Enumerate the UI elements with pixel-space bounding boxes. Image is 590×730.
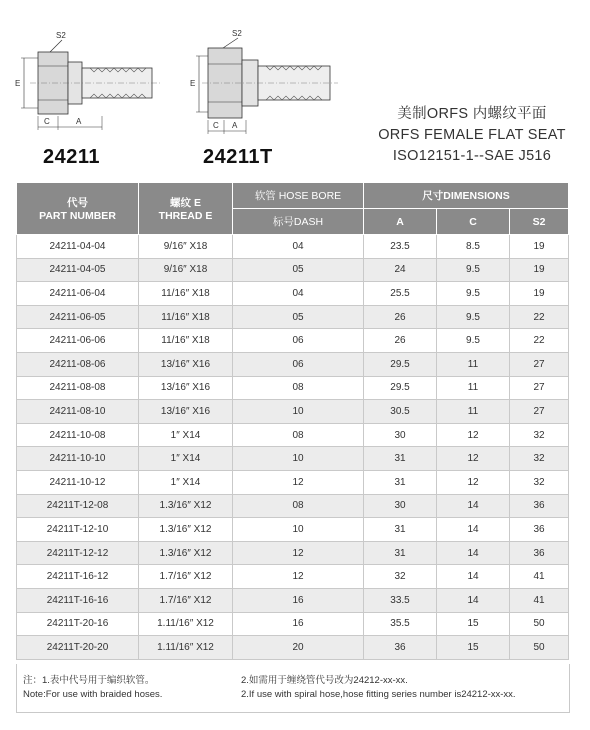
- cell-thread: 1.3/16″ X12: [139, 494, 233, 518]
- cell-a: 31: [364, 518, 437, 542]
- cell-c: 11: [437, 376, 510, 400]
- cell-part: 24211T-16-16: [17, 588, 139, 612]
- cell-dash: 08: [233, 494, 364, 518]
- cell-dash: 20: [233, 636, 364, 660]
- cell-dash: 16: [233, 612, 364, 636]
- cell-a: 26: [364, 329, 437, 353]
- cell-part: 24211-06-05: [17, 305, 139, 329]
- cell-dash: 16: [233, 588, 364, 612]
- cell-part: 24211-06-06: [17, 329, 139, 353]
- note-2-cn: 2.如需用于缠绕管代号改为24212-xx-xx.: [241, 675, 408, 686]
- header-c: C: [437, 209, 510, 235]
- cell-c: 12: [437, 423, 510, 447]
- title-en: ORFS FEMALE FLAT SEAT: [378, 127, 566, 143]
- cell-part: 24211T-12-08: [17, 494, 139, 518]
- spec-table: [16, 182, 569, 660]
- cell-s2: 36: [510, 518, 569, 542]
- cell-part: 24211-10-08: [17, 423, 139, 447]
- table-row: [17, 518, 569, 542]
- header-hose-bore: 软管 HOSE BORE: [233, 183, 364, 209]
- cell-s2: 36: [510, 494, 569, 518]
- cell-part: 24211T-12-10: [17, 518, 139, 542]
- cell-thread: 9/16″ X18: [139, 235, 233, 259]
- cell-part: 24211-04-05: [17, 258, 139, 282]
- cell-part: 24211-04-04: [17, 235, 139, 259]
- table-row: [17, 305, 569, 329]
- table-row: [17, 376, 569, 400]
- table-row: [17, 258, 569, 282]
- cell-thread: 13/16″ X16: [139, 400, 233, 424]
- cell-a: 24: [364, 258, 437, 282]
- cell-dash: 05: [233, 305, 364, 329]
- cell-thread: 11/16″ X18: [139, 329, 233, 353]
- cell-s2: 50: [510, 612, 569, 636]
- cell-thread: 1″ X14: [139, 447, 233, 471]
- cell-s2: 27: [510, 376, 569, 400]
- header-part-number-cn: 代号: [67, 197, 88, 209]
- table-row: [17, 282, 569, 306]
- cell-thread: 1.3/16″ X12: [139, 518, 233, 542]
- notes-box: [16, 664, 570, 713]
- spec-table-body: [17, 235, 569, 660]
- cell-dash: 05: [233, 258, 364, 282]
- cell-a: 23.5: [364, 235, 437, 259]
- cell-part: 24211-08-06: [17, 352, 139, 376]
- cell-dash: 10: [233, 400, 364, 424]
- label-e: E: [190, 79, 196, 88]
- table-row: [17, 636, 569, 660]
- cell-c: 12: [437, 447, 510, 471]
- cell-part: 24211T-20-20: [17, 636, 139, 660]
- label-e: E: [15, 79, 21, 88]
- header-dash: 标号DASH: [233, 209, 364, 235]
- cell-dash: 12: [233, 565, 364, 589]
- table-row: [17, 352, 569, 376]
- cell-s2: 41: [510, 565, 569, 589]
- cell-s2: 41: [510, 588, 569, 612]
- cell-dash: 12: [233, 470, 364, 494]
- note-2-en: 2.If use with spiral hose,hose fitting series number is24212-xx-xx.: [241, 689, 516, 700]
- table-row: [17, 494, 569, 518]
- cell-a: 29.5: [364, 376, 437, 400]
- cell-a: 30: [364, 494, 437, 518]
- cell-thread: 11/16″ X18: [139, 282, 233, 306]
- table-row: [17, 541, 569, 565]
- cell-dash: 06: [233, 352, 364, 376]
- cell-a: 30.5: [364, 400, 437, 424]
- label-c: C: [44, 117, 50, 126]
- cell-a: 26: [364, 305, 437, 329]
- cell-c: 14: [437, 541, 510, 565]
- header-part-number: [17, 183, 139, 235]
- cell-dash: 08: [233, 423, 364, 447]
- note-1-en: Note:For use with braided hoses.: [23, 689, 163, 700]
- header-dimensions: 尺寸DIMENSIONS: [364, 183, 569, 209]
- cell-c: 14: [437, 565, 510, 589]
- label-s2: S2: [56, 31, 66, 40]
- cell-a: 30: [364, 423, 437, 447]
- table-row: [17, 470, 569, 494]
- cell-a: 36: [364, 636, 437, 660]
- cell-a: 31: [364, 541, 437, 565]
- cell-dash: 10: [233, 518, 364, 542]
- cell-a: 33.5: [364, 588, 437, 612]
- cell-c: 14: [437, 588, 510, 612]
- table-row: [17, 400, 569, 424]
- cell-thread: 9/16″ X18: [139, 258, 233, 282]
- cell-part: 24211T-20-16: [17, 612, 139, 636]
- cell-c: 14: [437, 518, 510, 542]
- cell-part: 24211-10-12: [17, 470, 139, 494]
- cell-thread: 1.7/16″ X12: [139, 565, 233, 589]
- header-thread-en: THREAD E: [158, 210, 213, 222]
- cell-thread: 1.7/16″ X12: [139, 588, 233, 612]
- cell-c: 9.5: [437, 282, 510, 306]
- cell-dash: 04: [233, 282, 364, 306]
- cell-s2: 32: [510, 447, 569, 471]
- cell-part: 24211-06-04: [17, 282, 139, 306]
- model-number-24211T: 24211T: [203, 146, 273, 168]
- cell-s2: 36: [510, 541, 569, 565]
- cell-thread: 13/16″ X16: [139, 352, 233, 376]
- cell-dash: 06: [233, 329, 364, 353]
- table-row: [17, 235, 569, 259]
- table-row: [17, 423, 569, 447]
- cell-s2: 32: [510, 470, 569, 494]
- cell-part: 24211-10-10: [17, 447, 139, 471]
- title-standard: ISO12151-1--SAE J516: [392, 148, 552, 164]
- cell-c: 15: [437, 636, 510, 660]
- cell-a: 31: [364, 470, 437, 494]
- cell-c: 8.5: [437, 235, 510, 259]
- header-thread: [139, 183, 233, 235]
- label-s2: S2: [232, 29, 242, 38]
- cell-s2: 19: [510, 282, 569, 306]
- cell-dash: 08: [233, 376, 364, 400]
- table-row: [17, 565, 569, 589]
- header-a: A: [364, 209, 437, 235]
- cell-c: 9.5: [437, 258, 510, 282]
- cell-thread: 1.11/16″ X12: [139, 612, 233, 636]
- table-row: [17, 447, 569, 471]
- cell-c: 11: [437, 400, 510, 424]
- fitting-drawing-24211: [10, 28, 180, 138]
- header-part-number-en: PART NUMBER: [39, 210, 116, 222]
- label-a: A: [76, 117, 82, 126]
- cell-dash: 04: [233, 235, 364, 259]
- cell-thread: 1″ X14: [139, 423, 233, 447]
- cell-part: 24211-08-08: [17, 376, 139, 400]
- cell-dash: 12: [233, 541, 364, 565]
- label-a: A: [232, 121, 238, 130]
- cell-a: 29.5: [364, 352, 437, 376]
- cell-dash: 10: [233, 447, 364, 471]
- cell-part: 24211T-12-12: [17, 541, 139, 565]
- cell-c: 9.5: [437, 329, 510, 353]
- cell-c: 14: [437, 494, 510, 518]
- cell-thread: 13/16″ X16: [139, 376, 233, 400]
- label-c: C: [213, 121, 219, 130]
- table-row: [17, 329, 569, 353]
- header-thread-cn: 螺纹 E: [170, 197, 201, 209]
- cell-thread: 1″ X14: [139, 470, 233, 494]
- title-cn: 美制ORFS 内螺纹平面: [397, 106, 547, 122]
- fitting-drawing-24211T: [188, 28, 358, 138]
- cell-s2: 22: [510, 305, 569, 329]
- cell-c: 15: [437, 612, 510, 636]
- cell-s2: 22: [510, 329, 569, 353]
- cell-a: 31: [364, 447, 437, 471]
- cell-a: 25.5: [364, 282, 437, 306]
- cell-part: 24211T-16-12: [17, 565, 139, 589]
- cell-thread: 11/16″ X18: [139, 305, 233, 329]
- model-number-24211: 24211: [43, 146, 101, 168]
- header-s2: S2: [510, 209, 569, 235]
- cell-s2: 19: [510, 258, 569, 282]
- cell-s2: 27: [510, 400, 569, 424]
- cell-c: 11: [437, 352, 510, 376]
- cell-c: 12: [437, 470, 510, 494]
- cell-part: 24211-08-10: [17, 400, 139, 424]
- header: [0, 0, 590, 178]
- cell-thread: 1.11/16″ X12: [139, 636, 233, 660]
- cell-a: 35.5: [364, 612, 437, 636]
- cell-a: 32: [364, 565, 437, 589]
- cell-s2: 27: [510, 352, 569, 376]
- table-row: [17, 588, 569, 612]
- product-title: [372, 104, 572, 167]
- cell-s2: 50: [510, 636, 569, 660]
- cell-thread: 1.3/16″ X12: [139, 541, 233, 565]
- table-row: [17, 612, 569, 636]
- note-1-cn: 注：1.表中代号用于编织软管。: [23, 675, 155, 686]
- cell-c: 9.5: [437, 305, 510, 329]
- cell-s2: 19: [510, 235, 569, 259]
- cell-s2: 32: [510, 423, 569, 447]
